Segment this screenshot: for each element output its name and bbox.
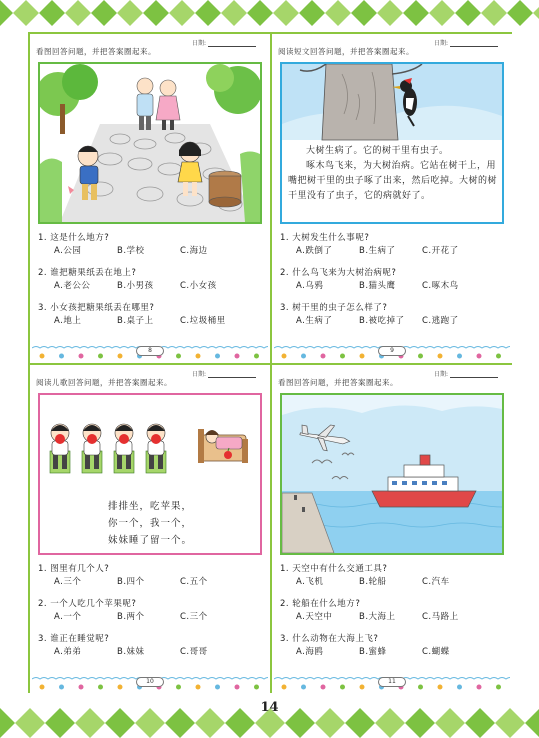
instruction: 看图回答问题，并把答案圈起来。 xyxy=(36,47,156,56)
answer-option[interactable]: B.轮船 xyxy=(359,577,387,587)
flower-ornament xyxy=(282,685,287,690)
answer-option[interactable]: A.飞机 xyxy=(296,577,324,587)
answer-option[interactable]: A.跌倒了 xyxy=(296,246,333,256)
question-text: 3. 什么动物在大海上飞? xyxy=(280,634,379,644)
exercise-park xyxy=(30,34,270,363)
question-text: 3. 谁正在睡觉呢? xyxy=(38,634,110,644)
question-item xyxy=(280,632,506,658)
answer-option[interactable]: B.小男孩 xyxy=(117,281,154,291)
exercise-apples xyxy=(30,365,270,694)
panel-footer xyxy=(32,344,268,362)
page-tag: 11 xyxy=(378,677,406,687)
answer-option[interactable]: B.桌子上 xyxy=(117,316,154,326)
flower-ornament xyxy=(235,354,240,359)
page-tag: 8 xyxy=(136,346,164,356)
instruction: 看图回答问题，并把答案圈起来。 xyxy=(278,378,398,387)
date-field: 日期: xyxy=(192,38,256,47)
flower-ornament xyxy=(215,685,220,690)
question-item xyxy=(280,597,506,623)
flower-ornament xyxy=(438,354,443,359)
question-item xyxy=(280,266,506,292)
flower-ornament xyxy=(496,354,501,359)
answer-option[interactable]: C.垃圾桶里 xyxy=(180,316,226,326)
answer-option[interactable]: B.生病了 xyxy=(359,246,396,256)
flower-ornament xyxy=(118,354,123,359)
flower-ornament xyxy=(196,354,201,359)
answer-option[interactable]: A.弟弟 xyxy=(54,647,82,657)
flower-ornament xyxy=(477,354,482,359)
flower-ornament xyxy=(496,685,501,690)
apples-illustration xyxy=(38,393,262,555)
answer-option[interactable]: B.蜜蜂 xyxy=(359,647,387,657)
question-item xyxy=(38,562,264,588)
flower-ornament xyxy=(40,354,45,359)
park-illustration xyxy=(38,62,262,224)
page-number: 14 xyxy=(260,700,279,715)
flower-ornament xyxy=(59,685,64,690)
flower-ornament xyxy=(301,685,306,690)
question-item xyxy=(38,231,264,257)
flower-ornament xyxy=(340,685,345,690)
flower-ornament xyxy=(360,354,365,359)
flower-ornament xyxy=(79,685,84,690)
answer-option[interactable]: C.小女孩 xyxy=(180,281,217,291)
answer-option[interactable]: B.四个 xyxy=(117,577,145,587)
question-text: 1. 大树发生什么事呢? xyxy=(280,233,370,243)
child-figure xyxy=(50,424,70,473)
panel-footer xyxy=(32,675,268,693)
question-item xyxy=(280,301,506,327)
child-figure xyxy=(82,424,102,473)
exercise-woodpecker xyxy=(272,34,512,363)
flower-ornament xyxy=(282,354,287,359)
child-figure xyxy=(114,424,134,473)
answer-option[interactable]: B.妹妹 xyxy=(117,647,145,657)
flower-ornament xyxy=(301,354,306,359)
answer-option[interactable]: A.一个 xyxy=(54,612,82,622)
date-field: 日期: xyxy=(434,38,498,47)
flower-ornament xyxy=(321,354,326,359)
instruction: 阅读短文回答问题，并把答案圈起来。 xyxy=(278,47,414,56)
question-text: 3. 树干里的虫子怎么样了? xyxy=(280,303,388,313)
panel-footer xyxy=(274,344,510,362)
answer-option[interactable]: C.逃跑了 xyxy=(422,316,459,326)
exercise-sea xyxy=(272,365,512,694)
flower-ornament xyxy=(98,685,103,690)
instruction: 阅读儿歌回答问题，并把答案圈起来。 xyxy=(36,378,172,387)
answer-option[interactable]: B.两个 xyxy=(117,612,145,622)
date-field: 日期: xyxy=(192,369,256,378)
flower-ornament xyxy=(321,685,326,690)
answer-option[interactable]: C.三个 xyxy=(180,612,208,622)
story-text: 大树生病了。它的树干里有虫子。 啄木鸟飞来，为大树治病。它站在树干上，用嘴把树干里的虫子啄了出来，然后吃掉。大树的树干里没有了虫子，它的病就好了。 xyxy=(288,146,498,201)
question-item xyxy=(38,597,264,623)
question-item xyxy=(38,301,264,327)
answer-option[interactable]: A.公园 xyxy=(54,246,82,256)
flower-ornament xyxy=(457,354,462,359)
answer-option[interactable]: A.地上 xyxy=(54,316,82,326)
question-list xyxy=(38,562,264,667)
answer-option[interactable]: B.大海上 xyxy=(359,612,396,622)
poem-text: 排排坐，吃苹果， 你一个，我一个， 妹妹睡了留一个。 xyxy=(107,501,192,546)
worksheet-page xyxy=(28,32,512,693)
flower-ornament xyxy=(176,685,181,690)
question-item xyxy=(280,562,506,588)
question-text: 2. 轮船在什么地方? xyxy=(280,599,361,609)
flower-ornament xyxy=(254,685,259,690)
flower-ornament xyxy=(79,354,84,359)
flower-ornament xyxy=(438,685,443,690)
question-text: 1. 这是什么地方? xyxy=(38,233,110,243)
answer-option[interactable]: C.哥哥 xyxy=(180,647,208,657)
flower-ornament xyxy=(235,685,240,690)
answer-option[interactable]: A.三个 xyxy=(54,577,82,587)
answer-option[interactable]: C.海边 xyxy=(180,246,208,256)
question-item xyxy=(280,231,506,257)
answer-option[interactable]: C.开花了 xyxy=(422,246,459,256)
question-text: 2. 什么鸟飞来为大树治病呢? xyxy=(280,268,397,278)
flower-ornament xyxy=(340,354,345,359)
answer-option[interactable]: A.生病了 xyxy=(296,316,333,326)
flower-ornament xyxy=(254,354,259,359)
woodpecker-illustration xyxy=(280,62,504,224)
question-list xyxy=(38,231,264,336)
flower-ornament xyxy=(457,685,462,690)
child-figure xyxy=(146,424,166,473)
question-list xyxy=(280,231,506,336)
flower-ornament xyxy=(59,354,64,359)
question-text: 3. 小女孩把糖果纸丢在哪里? xyxy=(38,303,155,313)
flower-ornament xyxy=(98,354,103,359)
flower-ornament xyxy=(196,685,201,690)
flower-ornament xyxy=(118,685,123,690)
top-diamond-border xyxy=(0,0,539,30)
flower-ornament xyxy=(360,685,365,690)
date-field: 日期: xyxy=(434,369,498,378)
question-item xyxy=(38,266,264,292)
answer-option[interactable]: C.马路上 xyxy=(422,612,459,622)
flower-ornament xyxy=(176,354,181,359)
panel-footer xyxy=(274,675,510,693)
answer-option[interactable]: A.海鸥 xyxy=(296,647,324,657)
flower-ornament xyxy=(477,685,482,690)
question-text: 2. 一个人吃几个苹果呢? xyxy=(38,599,137,609)
answer-option[interactable]: B.学校 xyxy=(117,246,145,256)
question-text: 2. 谁把糖果纸丢在地上? xyxy=(38,268,137,278)
page-tag: 9 xyxy=(378,346,406,356)
flower-ornament xyxy=(40,685,45,690)
answer-option[interactable]: A.乌鸦 xyxy=(296,281,324,291)
question-text: 1. 图里有几个人? xyxy=(38,564,110,574)
answer-option[interactable]: C.汽车 xyxy=(422,577,450,587)
page-tag: 10 xyxy=(136,677,164,687)
flower-ornament xyxy=(418,685,423,690)
flower-ornament xyxy=(215,354,220,359)
answer-option[interactable]: B.猫头鹰 xyxy=(359,281,396,291)
answer-option[interactable]: C.蝴蝶 xyxy=(422,647,450,657)
question-text: 1. 天空中有什么交通工具? xyxy=(280,564,388,574)
flower-ornament xyxy=(418,354,423,359)
answer-option[interactable]: C.啄木鸟 xyxy=(422,281,459,291)
sea-illustration xyxy=(280,393,504,555)
answer-option[interactable]: A.天空中 xyxy=(296,612,333,622)
question-list xyxy=(280,562,506,667)
answer-option[interactable]: C.五个 xyxy=(180,577,208,587)
answer-option[interactable]: A.老公公 xyxy=(54,281,91,291)
answer-option[interactable]: B.被吃掉了 xyxy=(359,316,405,326)
question-item xyxy=(38,632,264,658)
